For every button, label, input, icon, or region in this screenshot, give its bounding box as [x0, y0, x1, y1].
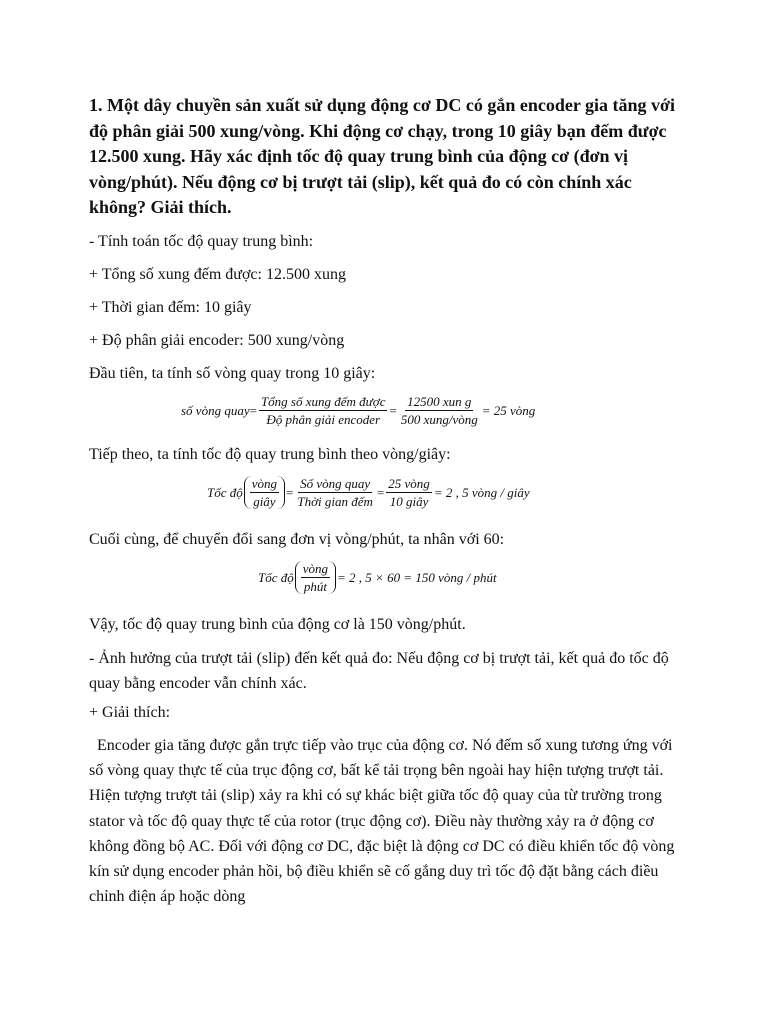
eq2-lhs: Tốc độ — [207, 484, 243, 500]
eq2-equals: = — [286, 484, 294, 500]
eq3-unit-denominator: phút — [303, 579, 327, 594]
equation-revolutions — [181, 394, 535, 427]
eq1-frac1-numerator: Tổng số xung đếm được — [260, 394, 386, 409]
eq2-equals-2: = — [376, 484, 385, 500]
eq2-unit-denominator: giây — [253, 494, 276, 509]
eq2-fraction-values — [386, 476, 432, 509]
eq2-result: = 2 , 5 vòng / giây — [433, 484, 530, 500]
equation-speed-rpm — [258, 561, 497, 594]
given-encoder-resolution: + Độ phân giải encoder: 500 xung/vòng — [89, 332, 345, 349]
eq2-unit-fraction — [250, 476, 279, 509]
eq1-result: = 25 vòng — [481, 402, 536, 418]
eq3-result: = 2 , 5 × 60 = 150 vòng / phút — [337, 569, 497, 585]
step1-text: Đầu tiên, ta tính số vòng quay trong 10 giây: — [89, 365, 376, 382]
eq2-fraction-formula — [295, 476, 375, 509]
eq2-unit-numerator: vòng — [251, 476, 278, 491]
eq2-frac2-denominator: 10 giây — [389, 494, 429, 509]
eq1-frac2-numerator: 12500 xun g — [407, 394, 472, 409]
explanation-body: Encoder gia tăng được gắn trực tiếp vào trục của động cơ. Nó đếm số xung tương ứng với số vòng quay thực tế của trục động cơ, bất kể tải trọng bên ngoài hay hiện tượng trượt tải. Hiện tượng trượt tải (slip) xảy ra khi có sự khác biệt giữa tốc độ quay của từ trường trong stator và tốc độ quay thực tế của rotor (trục động cơ). Điều này thường xảy ra ở động cơ không đồng bộ AC. Đối với động cơ DC, đặc biệt là động cơ DC có điều khiển tốc độ vòng kín sử dụng encoder phản hồi, bộ điều khiển sẽ cố gắng duy trì tốc độ đặt bằng cách điều chỉnh điện áp hoặc dòng — [89, 737, 679, 906]
eq3-unit-fraction — [301, 561, 330, 594]
eq2-frac1-numerator: Số vòng quay — [300, 476, 371, 491]
eq3-unit-numerator: vòng — [302, 561, 329, 576]
section-title-calculation: - Tính toán tốc độ quay trung bình: — [89, 233, 314, 250]
question-heading: 1. Một dây chuyền sản xuất sử dụng động cơ DC có gắn encoder gia tăng với độ phân giải 500 xung/vòng. Khi động cơ chạy, trong 10 giây bạn đếm được 12.500 xung. Hãy xác định tốc độ quay trung bình của động cơ (đơn vị vòng/phút). Nếu động cơ bị trượt tải (slip), kết quả đo có còn chính xác không? Giải thích. — [89, 95, 675, 217]
given-total-pulses: + Tổng số xung đếm được: 12.500 xung — [89, 266, 346, 283]
eq2-frac2-numerator: 25 vòng — [388, 476, 430, 491]
explanation-title: + Giải thích: — [89, 704, 171, 721]
slip-effect-text: - Ảnh hưởng của trượt tải (slip) đến kết quả đo: Nếu động cơ bị trượt tải, kết quả đo tốc độ quay bằng encoder vẫn chính xác. — [89, 650, 669, 693]
step2-text: Tiếp theo, ta tính tốc độ quay trung bình theo vòng/giây: — [89, 446, 451, 463]
equation-speed-rps — [207, 476, 530, 509]
given-count-time: + Thời gian đếm: 10 giây — [89, 299, 252, 316]
eq1-fraction-values — [399, 394, 480, 427]
eq1-frac2-denominator: 500 xung/vòng — [400, 412, 478, 427]
step3-text: Cuối cùng, để chuyển đổi sang đơn vị vòng/phút, ta nhân với 60: — [89, 531, 505, 548]
eq2-unit-parentheses — [244, 476, 285, 509]
eq3-unit-parentheses — [295, 561, 336, 594]
eq1-equals-2: = — [389, 402, 397, 418]
eq2-frac1-denominator: Thời gian đếm — [297, 494, 373, 509]
conclusion-text: Vậy, tốc độ quay trung bình của động cơ là 150 vòng/phút. — [89, 616, 466, 633]
eq1-frac1-denominator: Độ phân giải encoder — [266, 412, 381, 427]
eq1-lhs: số vòng quay — [181, 402, 250, 418]
eq1-fraction-formula — [259, 394, 388, 427]
eq1-equals: = — [249, 402, 257, 418]
eq3-lhs: Tốc độ — [258, 569, 294, 585]
